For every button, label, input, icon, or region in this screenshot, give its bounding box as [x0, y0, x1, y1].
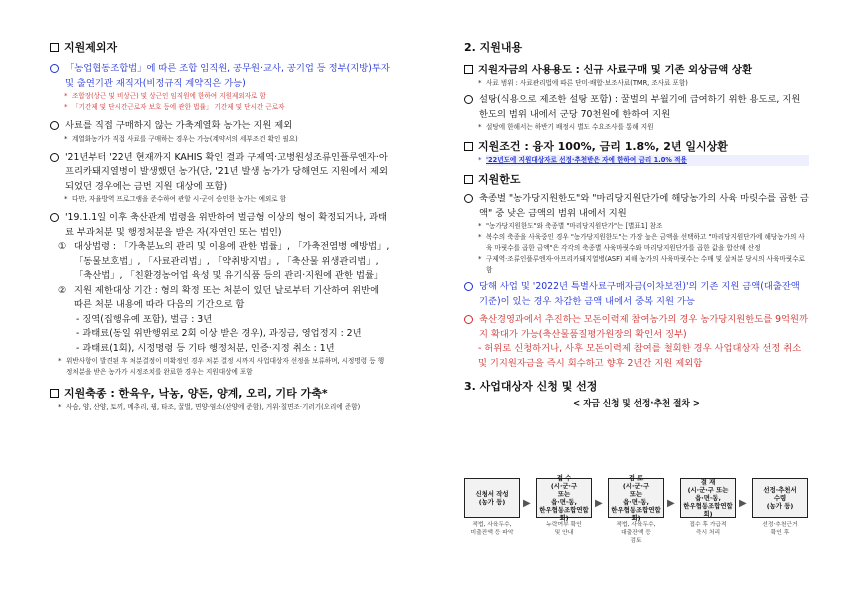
flow-step-label: 읍·면·동,	[695, 494, 721, 502]
asterisk-icon: *	[64, 92, 68, 100]
note-item	[478, 78, 809, 89]
note-text: 설탕에 한해서는 하반기 배정시 별도 수요조사를 통해 지원	[486, 123, 654, 131]
asterisk-icon: *	[478, 156, 482, 164]
flow-caption-line: 검토	[630, 538, 642, 544]
list-item	[464, 313, 809, 342]
flow-step-box	[536, 474, 592, 522]
bullet-text: '19.1.1일 이후 축산관계 법령을 위반하여 벌금형 이상의 형이 확정되거나, 과태료 부과처분 및 행정처분을 받은 자(자연인 또는 법인)	[65, 212, 388, 238]
note-item	[478, 221, 809, 232]
detail-line: - 징역(집행유예 포함), 벌금 : 3년	[76, 313, 213, 325]
note-text: 복수의 축종을 사육중인 경우 "농가당지원한도"는 가장 높은 금액을 선택하고 "마리당지원단가에 해당농가의 사육 마릿수를 곱한 금액"은 각각의 축종별 사육마릿수와 마리당지원단가를 곱한 값을 합산해 산정	[486, 233, 805, 252]
circle-bullet-icon	[50, 213, 59, 222]
note-text: 조합장(상근 및 비상근) 및 상근인 임직원에 한하여 지원제외자로 함	[72, 92, 266, 100]
circle-bullet-icon	[464, 194, 473, 203]
section-title: 지원축종 : 한육우, 낙농, 양돈, 양계, 오리, 기타 가축*	[64, 387, 328, 400]
flow-step-caption	[532, 521, 596, 537]
highlight-note-text: '22년도에 지원대상자로 선정·추천받은 자에 한하여 금리 1.0% 적용	[486, 155, 809, 166]
flow-caption-line: 확인 후	[770, 530, 790, 536]
sub-item	[58, 240, 390, 284]
flow-step-caption	[748, 521, 812, 537]
note-text: 구제역·조류인플루엔자·아프리카돼지열병(ASF) 피해 농가의 사육마릿수는 수매 및 살처분 당시의 사육마릿수로 함	[486, 255, 805, 274]
circle-bullet-icon	[50, 153, 59, 162]
flow-caption-line: 즉시 처리	[695, 530, 721, 536]
flow-step-box	[608, 474, 664, 522]
flow-step-box	[752, 478, 808, 518]
asterisk-icon: *	[64, 134, 68, 143]
right-column	[464, 40, 809, 412]
detail-line: - 허위로 신청하거나, 사후 모돈이력제 참여를 철회한 경우 사업대상자 선정 취소 및 기지원자금을 즉시 회수하고 향후 2년간 지원 제외함	[478, 343, 802, 369]
section-livestock-types	[50, 386, 390, 402]
bullet-text: 사료를 직접 구매하지 않는 가축계열화 농가는 지원 제외	[65, 120, 293, 131]
list-item	[464, 192, 809, 221]
note-text: 위반사항이 발견된 후 처분결정이 미확정인 경우 처분 결정 시까지 사업대상자 선정을 보류하며, 시정명령 등 행정처분을 받은 농가가 시정조치를 완료한 경우는 지원대상에 포함	[66, 357, 385, 376]
square-bullet-icon	[50, 43, 59, 52]
flow-caption-line: 선정·추천근거	[762, 522, 798, 528]
list-item	[50, 62, 390, 91]
flow-caption-line: 대출잔액 등	[621, 530, 651, 536]
flow-step-label: 한우협동조합연합회)	[611, 506, 661, 522]
section-title: 지원한도	[478, 173, 521, 186]
asterisk-icon: *	[478, 123, 482, 131]
flow-title: < 자금 신청 및 선정·추천 절차 >	[573, 399, 700, 409]
circled-one-icon: ①	[58, 241, 67, 252]
note-text: "농가당지원한도"와 축종별 "마리당지원단가"는 [별표1] 참조	[486, 222, 663, 230]
flow-caption-line: 적법, 사육두수,	[472, 522, 512, 528]
sub-item	[58, 284, 390, 313]
flow-step-label: (농가 등)	[766, 502, 794, 510]
list-item	[50, 119, 390, 134]
flow-step-label: 수령	[773, 494, 787, 502]
note-item	[64, 91, 390, 102]
flow-caption-line: 접수 후 가급적	[689, 522, 727, 528]
circle-bullet-icon	[464, 315, 473, 324]
flow-step-label: (시·군·구 또는	[687, 486, 729, 494]
note-item	[64, 134, 390, 145]
asterisk-icon: *	[58, 357, 62, 365]
bullet-text: 축종별 "농가당지원한도"와 "마리당지원단가에 해당농가의 사육 마릿수를 곱한 금액" 중 낮은 금액의 범위 내에서 지원	[479, 193, 809, 219]
sub-text: 지원 제한대상 기간 : 형의 확정 또는 처분이 있던 날로부터 기산하여 위반에 따른 처분 내용에 따라 다음의 기간으로 함	[74, 284, 380, 310]
flow-step-label: 읍·면·동,	[551, 498, 577, 506]
note-text: 사료 범위 : 사료관리법에 따른 단미·배합·보조사료(TMR, 조사료 포함)	[486, 79, 688, 87]
note-item	[478, 155, 809, 166]
asterisk-icon: *	[64, 103, 68, 111]
asterisk-icon: *	[64, 195, 68, 203]
note-text: 계열화농가가 직접 사료를 구매하는 경우는 가능(계약서의 세부조건 확인 필요)	[72, 134, 298, 143]
note-item	[64, 102, 390, 113]
circled-two-icon: ②	[58, 284, 67, 296]
flow-step-label: 결 재	[700, 478, 716, 486]
flow-step-label: (시·군·구	[550, 482, 578, 490]
square-bullet-icon	[464, 142, 473, 151]
asterisk-icon: *	[478, 79, 482, 87]
note-text: 다만, 자율방역 프로그램을 준수하여 관할 시·군이 승인한 농가는 예외로 함	[72, 195, 287, 203]
note-item	[64, 194, 390, 205]
section-title: 지원자금의 사용용도 : 신규 사료구매 및 기존 외상금액 상환	[478, 64, 752, 76]
section-fund-usage	[464, 62, 809, 78]
section-support-exclusion	[50, 40, 390, 56]
note-text: 사슴, 양, 산양, 토끼, 메추리, 꿩, 타조, 꿀벌, 면양·염소(산양에 준함), 거위·칠면조·기러기(오리에 준함)	[66, 403, 361, 411]
page-section-title: 3. 사업대상자 신청 및 선정	[464, 380, 598, 393]
square-bullet-icon	[50, 389, 59, 398]
note-text: 「기간제 및 단시간근로자 보호 등에 관한 법률」 기간제 및 단시간 근로자	[72, 103, 285, 111]
section-support-limit	[464, 172, 809, 188]
sub-text: 대상법령 : 「가축분뇨의 관리 및 이용에 관한 법률」, 「가축전염병 예방법」, 「동물보호법」, 「사료관리법」, 「약취방지법」, 「축산물 위생관리법」, 「축산법」, 「친환경농어업 육성 및 유기식품 등의 관리·지원에 관한 법률」	[74, 241, 390, 281]
asterisk-icon: *	[478, 255, 482, 263]
flow-caption-line: 누락여부 확인	[546, 522, 582, 528]
note-item	[478, 122, 809, 133]
bullet-text: 당해 사업 및 '2022년 특별사료구매자금(이차보전)'의 기존 지원 금액(대출잔액 기준)이 있는 경우 차감한 금액 내에서 중복 지원 가능	[479, 281, 800, 307]
flow-caption-line: 적법, 사육두수,	[616, 522, 656, 528]
flow-step-caption	[676, 521, 740, 537]
arrow-right-icon: ▶	[523, 498, 531, 509]
note-item	[478, 232, 809, 254]
flow-step-label: 신청서 작성	[475, 490, 509, 498]
list-item	[50, 151, 390, 195]
note-item	[58, 402, 390, 413]
asterisk-icon: *	[58, 403, 62, 411]
flow-step-label: 또는	[557, 490, 571, 498]
flow-step-label: 읍·면·동,	[623, 498, 649, 506]
list-item	[464, 93, 809, 122]
flow-step-label: 검 토	[628, 474, 644, 482]
arrow-right-icon: ▶	[739, 498, 747, 509]
left-column	[50, 40, 390, 413]
flow-step-label: 접 수	[556, 474, 572, 482]
circle-bullet-icon	[50, 64, 59, 73]
bullet-text: '21년부터 '22년 현재까지 KAHIS 확인 결과 구제역·고병원성조류인플루엔자·아프리카돼지열병이 발생했던 농가(단, '21년 발생 농가가 당해연도 지원에서 제외되었던 경우에는 금번 지원 대상에 포함)	[65, 151, 389, 192]
arrow-right-icon: ▶	[595, 498, 603, 509]
bullet-text: 「농업협동조합법」에 따른 조합 임직원, 공무원·교사, 공기업 등 정부(지방)투자 및 출연기관 재직자(비정규직 계약직은 가능)	[65, 63, 390, 89]
flow-step-label: 또는	[629, 490, 643, 498]
detail-line: - 과태료(동일 위반행위로 2회 이상 받은 경우), 과징금, 영업정지 : 2년	[76, 328, 362, 339]
list-item	[464, 280, 809, 309]
note-item	[58, 356, 390, 378]
flow-caption-line: 및 안내	[554, 530, 574, 536]
note-item	[478, 254, 809, 276]
flow-step-caption	[604, 521, 668, 545]
flow-step-box	[464, 478, 520, 518]
circle-bullet-icon	[50, 121, 59, 130]
flow-step-caption	[460, 521, 524, 537]
detail-line: - 과태료(1회), 시정명령 등 기타 행정처분, 인증·지정 취소 : 1년	[76, 342, 335, 354]
list-item	[50, 211, 390, 240]
circle-bullet-icon	[464, 95, 473, 104]
flow-step-label: 한우협동조합연합회)	[683, 502, 733, 518]
arrow-right-icon: ▶	[667, 498, 675, 509]
flow-step-label: 한우협동조합연합회)	[539, 506, 589, 522]
flow-step-label: (농가 등)	[478, 498, 506, 506]
flow-caption-line: 미출잔액 등 파악	[470, 530, 514, 536]
section-title: 지원조건 : 융자 100%, 금리 1.8%, 2년 일시상환	[478, 140, 728, 153]
asterisk-icon: *	[478, 233, 482, 241]
square-bullet-icon	[464, 65, 473, 74]
page-section-title: 2. 지원내용	[464, 41, 523, 54]
flow-step-box	[680, 478, 736, 518]
bullet-text: 축산경영과에서 추진하는 모돈이력제 참여농가의 경우 농가당지원한도를 9억원까지 확대가 가능(축산물품질평가원장의 확인서 징부)	[479, 314, 808, 340]
bullet-text: 설탕(식용으로 제조한 설탕 포함) : 꿀벌의 부월기에 급여하기 위한 용도로, 지원한도의 범위 내에서 군당 70천원에 한하여 지원	[479, 94, 801, 120]
flow-step-label: (시·군·구	[622, 482, 650, 490]
asterisk-icon: *	[478, 222, 482, 230]
square-bullet-icon	[464, 175, 473, 184]
section-support-conditions	[464, 139, 809, 155]
process-flow-diagram	[464, 474, 809, 548]
flow-step-label: 선정·추천서	[763, 486, 797, 494]
section-title: 지원제외자	[64, 41, 118, 54]
circle-bullet-icon	[464, 282, 473, 291]
